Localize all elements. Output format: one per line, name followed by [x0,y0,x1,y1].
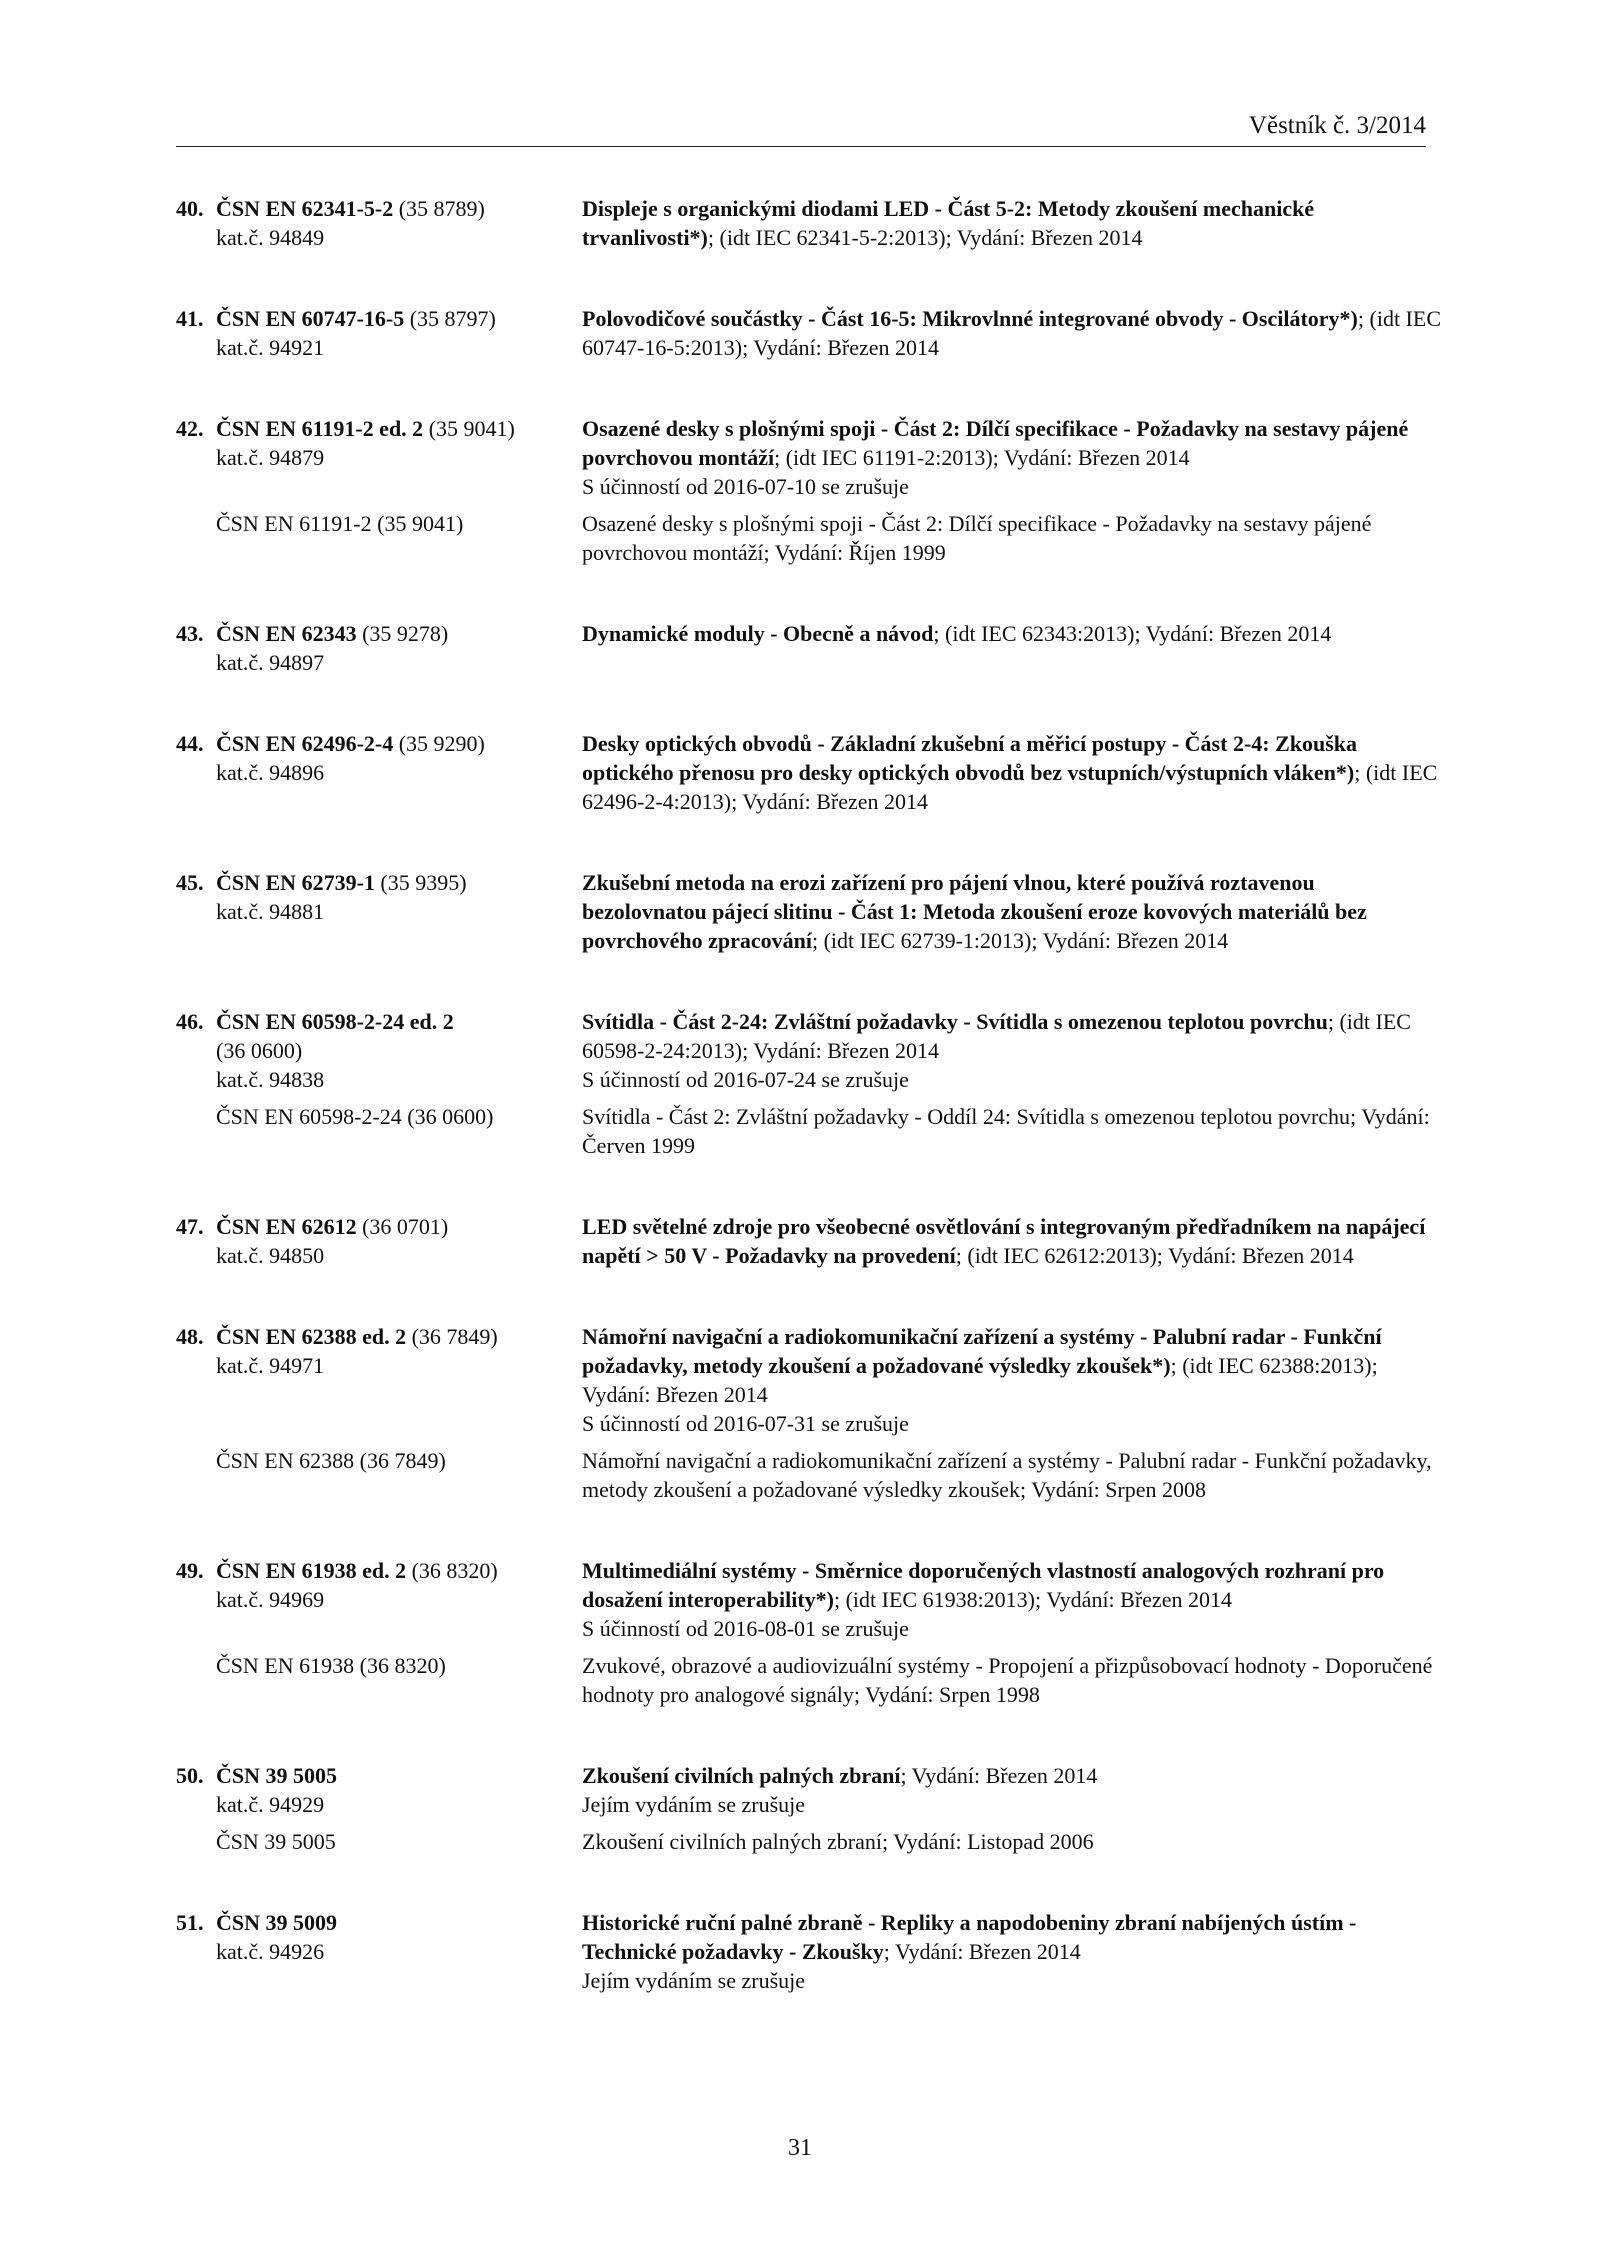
entry-number: 40. [176,196,204,221]
page-header [176,108,1426,147]
standard-entry [176,1556,1441,1709]
standard-details: ; (idt IEC 62739-1:2013); Vydání: Březen 2014 [811,928,1229,953]
standard-code: ČSN EN 61938 ed. 2 [216,1558,407,1583]
standard-title: Displeje s organickými diodami LED - Část 5-2: Metody zkoušení mechanické trvanlivosti*) [582,196,1315,250]
standard-code: ČSN EN 60747-16-5 [216,306,405,331]
standard-details: ; (idt IEC 61938:2013); Vydání: Březen 2014 [833,1587,1232,1612]
replaced-standard-code: ČSN EN 61938 (36 8320) [216,1653,446,1678]
standard-code: ČSN EN 62496-2-4 [216,731,394,756]
classification-code: (35 8789) [393,196,485,221]
replacement-note: S účinností od 2016-07-31 se zrušuje [582,1411,909,1436]
standard-entry [176,868,1441,955]
entry-number: 42. [176,416,204,441]
classification-code: (35 8797) [404,306,496,331]
standard-details: ; Vydání: Březen 2014 [883,1939,1081,1964]
replaced-standard-code: ČSN 39 5005 [216,1829,336,1854]
standard-details: ; (idt IEC 62612:2013); Vydání: Březen 2014 [955,1243,1354,1268]
entry-number: 49. [176,1558,204,1583]
bulletin-title: Věstník č. 3/2014 [1248,112,1426,139]
standard-details: ; (idt IEC 62496-2-4:2013); Vydání: Březen 2014 [582,760,1438,814]
entry-number: 41. [176,306,204,331]
standard-code: ČSN EN 62612 [216,1214,357,1239]
standard-title: Zkoušení civilních palných zbraní [582,1763,901,1788]
classification-code: (35 9041) [423,416,515,441]
standard-entry [176,729,1441,816]
standards-list [176,194,1441,2047]
entry-number: 43. [176,621,204,646]
standard-entry [176,194,1441,252]
replaced-standard-code: ČSN EN 60598-2-24 (36 0600) [216,1104,494,1129]
standard-title: LED světelné zdroje pro všeobecné osvětlování s integrovaným předřadníkem na napájecí napětí > 50 V - Požadavky na provedení [582,1214,1426,1268]
classification-code: (35 9290) [393,731,485,756]
replaced-standard-title: Námořní navigační a radiokomunikační zařízení a systémy - Palubní radar - Funkční požadavky, metody zkoušení a požadované výsledky zkoušek; Vydání: Srpen 2008 [582,1448,1432,1502]
entry-number: 45. [176,870,204,895]
catalog-number: kat.č. 94850 [216,1243,325,1268]
classification-code: (36 8320) [406,1558,498,1583]
standard-title: Zkušební metoda na erozi zařízení pro pájení vlnou, které používá roztavenou bezolovnatou pájecí slitinu - Část 1: Metoda zkoušení eroze kovových materiálů bez povrchového zpracování [582,870,1367,953]
catalog-number: kat.č. 94881 [216,899,325,924]
entry-number: 46. [176,1009,204,1034]
replacement-note: S účinností od 2016-07-24 se zrušuje [582,1067,909,1092]
replaced-standard-code: ČSN EN 61191-2 (35 9041) [216,511,464,536]
standard-code: ČSN EN 62341-5-2 [216,196,394,221]
replacement-note: S účinností od 2016-08-01 se zrušuje [582,1616,909,1641]
catalog-number: kat.č. 94897 [216,650,325,675]
standard-title: Multimediální systémy - Směrnice doporučených vlastností analogových rozhraní pro dosažení interoperability*) [582,1558,1385,1612]
entry-number: 50. [176,1763,204,1788]
standard-details: ; Vydání: Březen 2014 [900,1763,1098,1788]
entry-number: 47. [176,1214,204,1239]
classification-code: (36 7849) [406,1324,498,1349]
replacement-note: S účinností od 2016-07-10 se zrušuje [582,474,909,499]
page-number: 31 [788,2135,812,2161]
standard-entry [176,1212,1441,1270]
standard-entry [176,1761,1441,1856]
catalog-number: kat.č. 94838 [216,1067,325,1092]
classification-code-line: (36 0600) [216,1038,303,1063]
standard-title: Desky optických obvodů - Základní zkušební a měřicí postupy - Část 2-4: Zkouška optického přenosu pro desky optických obvodů bez vstupních/výstupních vláken*) [582,731,1358,785]
standard-code: ČSN EN 61191-2 ed. 2 [216,416,424,441]
catalog-number: kat.č. 94849 [216,225,325,250]
catalog-number: kat.č. 94896 [216,760,325,785]
standard-title: Námořní navigační a radiokomunikační zařízení a systémy - Palubní radar - Funkční požadavky, metody zkoušení a požadované výsledky zkoušek*) [582,1324,1382,1378]
standard-entry [176,304,1441,362]
standard-entry [176,619,1441,677]
replaced-standard-title: Svítidla - Část 2: Zvláštní požadavky - Oddíl 24: Svítidla s omezenou teplotou povrchu; Vydání: Červen 1999 [582,1104,1430,1158]
replaced-standard-title: Zkoušení civilních palných zbraní; Vydání: Listopad 2006 [582,1829,1094,1854]
standard-title: Polovodičové součástky - Část 16-5: Mikrovlnné integrované obvody - Oscilátory*) [582,306,1358,331]
standard-details: ; (idt IEC 61191-2:2013); Vydání: Březen 2014 [774,445,1190,470]
replaced-standard-title: Zvukové, obrazové a audiovizuální systémy - Propojení a přizpůsobovací hodnoty - Doporučené hodnoty pro analogové signály; Vydání: Srpen 1998 [582,1653,1433,1707]
replaced-standard-code: ČSN EN 62388 (36 7849) [216,1448,446,1473]
standard-code: ČSN EN 60598-2-24 ed. 2 [216,1009,454,1034]
standard-code: ČSN EN 62739-1 [216,870,375,895]
replaced-standard-title: Osazené desky s plošnými spoji - Část 2: Dílčí specifikace - Požadavky na sestavy pájené povrchovou montáží; Vydání: Říjen 1999 [582,511,1372,565]
entry-number: 44. [176,731,204,756]
replacement-note: Jejím vydáním se zrušuje [582,1792,806,1817]
classification-code: (35 9395) [374,870,467,895]
standard-details: ; (idt IEC 62343:2013); Vydání: Březen 2014 [933,621,1332,646]
catalog-number: kat.č. 94969 [216,1587,325,1612]
entry-number: 51. [176,1910,204,1935]
catalog-number: kat.č. 94929 [216,1792,325,1817]
catalog-number: kat.č. 94971 [216,1353,325,1378]
standard-code: ČSN EN 62388 ed. 2 [216,1324,407,1349]
catalog-number: kat.č. 94921 [216,335,325,360]
catalog-number: kat.č. 94879 [216,445,325,470]
standard-entry [176,414,1441,567]
standard-title: Osazené desky s plošnými spoji - Část 2: Dílčí specifikace - Požadavky na sestavy pájené povrchovou montáží [582,416,1409,470]
catalog-number: kat.č. 94926 [216,1939,325,1964]
standard-title: Historické ruční palné zbraně - Repliky a napodobeniny zbraní nabíjených ústím - Technické požadavky - Zkoušky [582,1910,1357,1964]
standard-details: ; (idt IEC 60598-2-24:2013); Vydání: Březen 2014 [582,1009,1411,1063]
standard-title: Svítidla - Část 2-24: Zvláštní požadavky - Svítidla s omezenou teplotou povrchu [582,1009,1328,1034]
replacement-note: Jejím vydáním se zrušuje [582,1968,806,1993]
standard-details: ; (idt IEC 60747-16-5:2013); Vydání: Březen 2014 [582,306,1441,360]
standard-code: ČSN 39 5009 [216,1910,338,1935]
standard-entry [176,1007,1441,1160]
standard-code: ČSN EN 62343 [216,621,357,646]
standard-entry [176,1322,1441,1504]
standard-entry [176,1908,1441,1995]
standard-code: ČSN 39 5005 [216,1763,338,1788]
classification-code: (36 0701) [356,1214,449,1239]
standard-details: ; (idt IEC 62341-5-2:2013); Vydání: Březen 2014 [707,225,1143,250]
standard-title: Dynamické moduly - Obecně a návod [582,621,934,646]
classification-code: (35 9278) [356,621,449,646]
standard-details: ; (idt IEC 62388:2013); Vydání: Březen 2014 [582,1353,1378,1407]
entry-number: 48. [176,1324,204,1349]
